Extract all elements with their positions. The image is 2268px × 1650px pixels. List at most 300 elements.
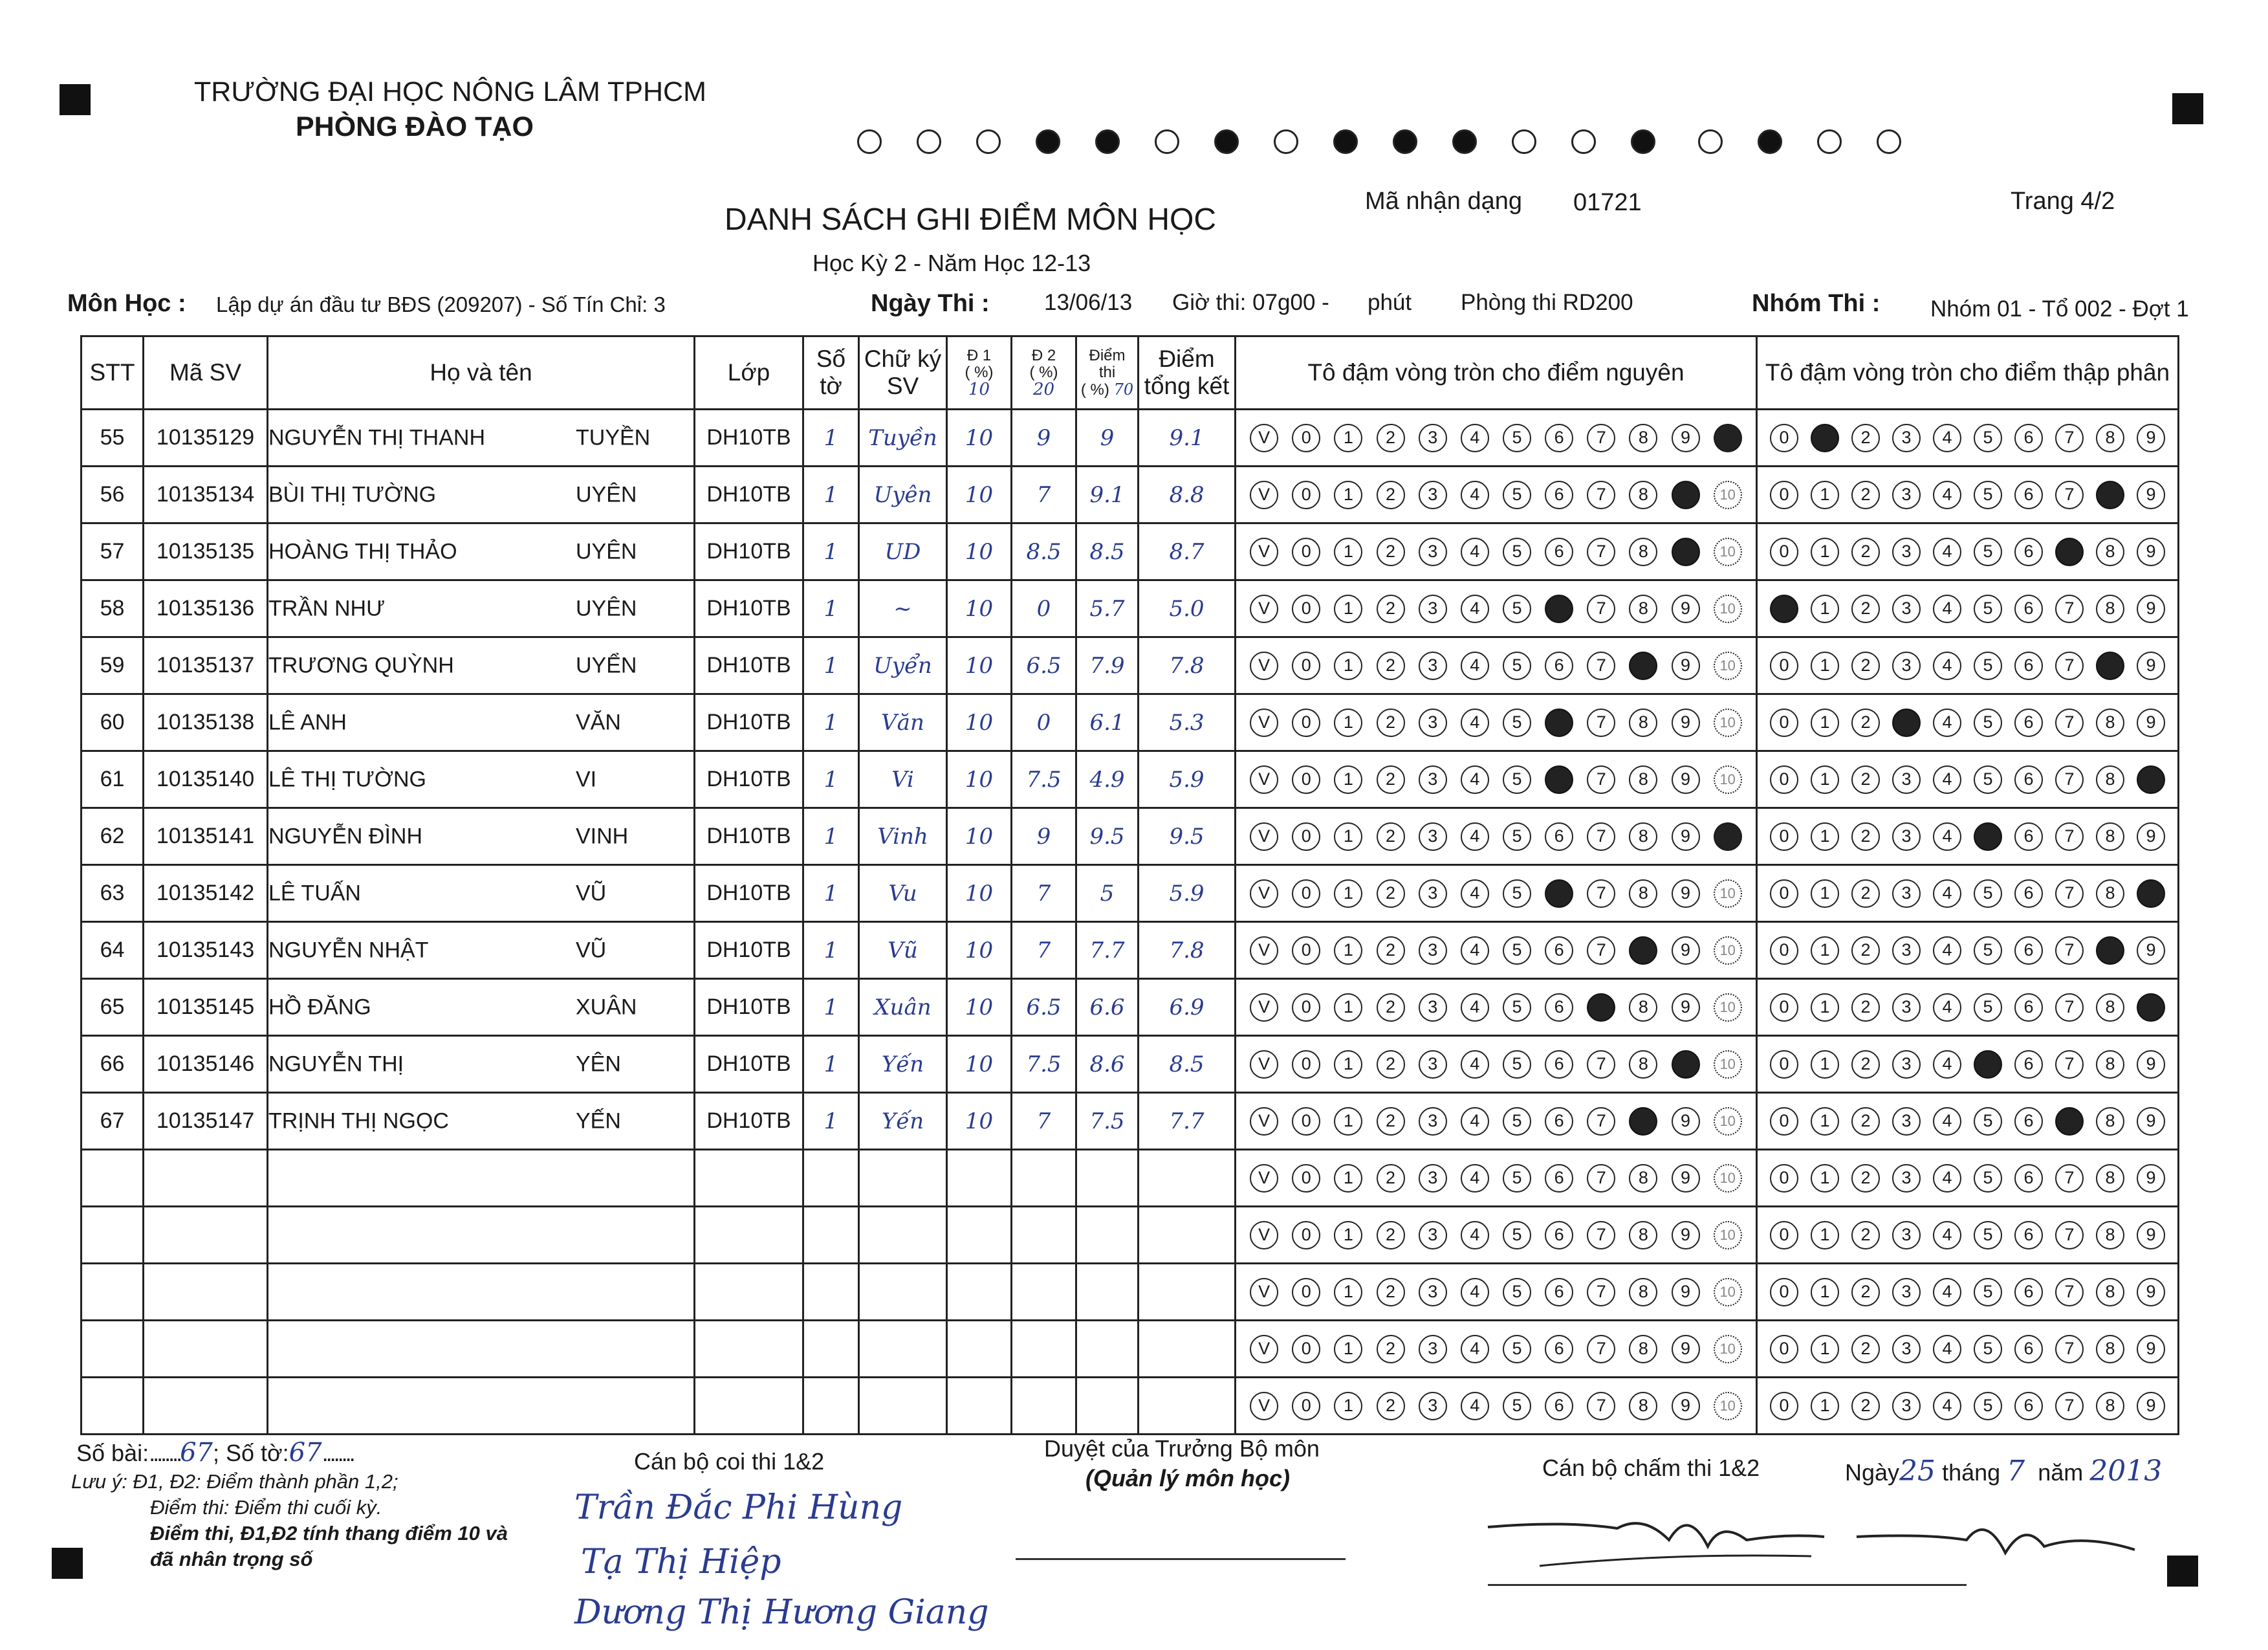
integer-bubble-3[interactable]: 3 — [1419, 538, 1447, 566]
decimal-bubble-3[interactable]: 3 — [1892, 1392, 1921, 1420]
integer-bubble-0[interactable]: 0 — [1292, 993, 1320, 1022]
integer-bubble-5[interactable]: 5 — [1503, 1050, 1531, 1079]
decimal-bubble-9[interactable]: 9 — [2137, 936, 2165, 965]
decimal-bubble-7[interactable]: 7 — [2055, 879, 2084, 908]
integer-bubble-0[interactable]: 0 — [1292, 1107, 1320, 1136]
decimal-bubble-5[interactable]: 5 — [1974, 936, 2002, 965]
decimal-bubble-5[interactable]: 5 — [1974, 481, 2002, 509]
decimal-bubble-6[interactable]: 6 — [2014, 538, 2043, 566]
integer-bubble-5[interactable]: 5 — [1503, 652, 1531, 680]
integer-bubble-V[interactable]: V — [1250, 765, 1278, 794]
integer-bubble-6[interactable]: 6 — [1545, 1050, 1573, 1079]
decimal-bubble-5[interactable]: 5 — [1974, 993, 2002, 1022]
integer-bubble-4[interactable]: 4 — [1461, 765, 1489, 794]
integer-bubble-9[interactable]: 9 — [1672, 424, 1700, 452]
decimal-bubble-8[interactable]: 8 — [2096, 936, 2124, 965]
decimal-bubble-6[interactable]: 6 — [2014, 936, 2043, 965]
decimal-bubble-9[interactable]: 9 — [2137, 481, 2165, 509]
integer-bubble-2[interactable]: 2 — [1377, 481, 1405, 509]
integer-bubble-10[interactable]: 10 — [1714, 424, 1742, 452]
decimal-bubble-8[interactable]: 8 — [2096, 879, 2124, 908]
integer-bubble-0[interactable]: 0 — [1292, 481, 1320, 509]
integer-bubble-7[interactable]: 7 — [1587, 822, 1615, 851]
integer-bubble-7[interactable]: 7 — [1587, 1107, 1615, 1136]
decimal-bubble-9[interactable]: 9 — [2137, 879, 2165, 908]
decimal-bubble-0[interactable]: 0 — [1770, 538, 1798, 566]
decimal-bubble-4[interactable]: 4 — [1933, 481, 1961, 509]
integer-bubble-8[interactable]: 8 — [1629, 1164, 1657, 1193]
decimal-bubble-9[interactable]: 9 — [2137, 993, 2165, 1022]
decimal-bubble-6[interactable]: 6 — [2014, 424, 2043, 452]
integer-bubble-0[interactable]: 0 — [1292, 1050, 1320, 1079]
integer-bubble-3[interactable]: 3 — [1419, 993, 1447, 1022]
decimal-bubble-7[interactable]: 7 — [2055, 1050, 2084, 1079]
decimal-bubble-4[interactable]: 4 — [1933, 1164, 1961, 1193]
integer-bubble-8[interactable]: 8 — [1629, 1221, 1657, 1249]
decimal-bubble-8[interactable]: 8 — [2096, 1392, 2124, 1420]
integer-bubble-V[interactable]: V — [1250, 709, 1278, 737]
integer-bubble-6[interactable]: 6 — [1545, 1107, 1573, 1136]
decimal-bubble-7[interactable]: 7 — [2055, 1221, 2084, 1249]
decimal-bubble-6[interactable]: 6 — [2014, 1221, 2043, 1249]
decimal-bubble-5[interactable]: 5 — [1974, 538, 2002, 566]
decimal-bubble-9[interactable]: 9 — [2137, 424, 2165, 452]
integer-bubble-1[interactable]: 1 — [1334, 595, 1362, 623]
integer-bubble-8[interactable]: 8 — [1629, 538, 1657, 566]
integer-bubble-1[interactable]: 1 — [1334, 993, 1362, 1022]
integer-bubble-7[interactable]: 7 — [1587, 1278, 1615, 1306]
integer-bubble-3[interactable]: 3 — [1419, 1221, 1447, 1249]
integer-bubble-2[interactable]: 2 — [1377, 709, 1405, 737]
integer-bubble-V[interactable]: V — [1250, 1392, 1278, 1420]
integer-bubble-9[interactable]: 9 — [1672, 1278, 1700, 1306]
integer-bubble-5[interactable]: 5 — [1503, 1221, 1531, 1249]
integer-bubble-7[interactable]: 7 — [1587, 765, 1615, 794]
integer-bubble-5[interactable]: 5 — [1503, 1392, 1531, 1420]
decimal-bubble-6[interactable]: 6 — [2014, 765, 2043, 794]
decimal-bubble-0[interactable]: 0 — [1770, 424, 1798, 452]
integer-bubble-1[interactable]: 1 — [1334, 1050, 1362, 1079]
integer-bubble-10[interactable]: 10 — [1714, 1107, 1742, 1136]
integer-bubble-8[interactable]: 8 — [1629, 936, 1657, 965]
decimal-bubble-7[interactable]: 7 — [2055, 1335, 2084, 1363]
decimal-bubble-3[interactable]: 3 — [1892, 595, 1921, 623]
integer-bubble-6[interactable]: 6 — [1545, 709, 1573, 737]
integer-bubble-10[interactable]: 10 — [1714, 1278, 1742, 1306]
decimal-bubble-4[interactable]: 4 — [1933, 1107, 1961, 1136]
integer-bubble-5[interactable]: 5 — [1503, 1164, 1531, 1193]
decimal-bubble-8[interactable]: 8 — [2096, 481, 2124, 509]
decimal-bubble-7[interactable]: 7 — [2055, 424, 2084, 452]
decimal-bubble-5[interactable]: 5 — [1974, 1278, 2002, 1306]
decimal-bubble-0[interactable]: 0 — [1770, 1164, 1798, 1193]
integer-bubble-3[interactable]: 3 — [1419, 1164, 1447, 1193]
integer-bubble-8[interactable]: 8 — [1629, 1335, 1657, 1363]
decimal-bubble-7[interactable]: 7 — [2055, 1164, 2084, 1193]
decimal-bubble-3[interactable]: 3 — [1892, 879, 1921, 908]
integer-bubble-0[interactable]: 0 — [1292, 879, 1320, 908]
integer-bubble-1[interactable]: 1 — [1334, 1164, 1362, 1193]
decimal-bubble-5[interactable]: 5 — [1974, 879, 2002, 908]
decimal-bubble-3[interactable]: 3 — [1892, 538, 1921, 566]
integer-bubble-4[interactable]: 4 — [1461, 538, 1489, 566]
integer-bubble-7[interactable]: 7 — [1587, 936, 1615, 965]
integer-bubble-V[interactable]: V — [1250, 822, 1278, 851]
decimal-bubble-0[interactable]: 0 — [1770, 1221, 1798, 1249]
integer-bubble-3[interactable]: 3 — [1419, 879, 1447, 908]
integer-bubble-4[interactable]: 4 — [1461, 709, 1489, 737]
integer-bubble-V[interactable]: V — [1250, 1278, 1278, 1306]
decimal-bubble-0[interactable]: 0 — [1770, 1050, 1798, 1079]
decimal-bubble-1[interactable]: 1 — [1811, 595, 1839, 623]
integer-bubble-7[interactable]: 7 — [1587, 709, 1615, 737]
decimal-bubble-4[interactable]: 4 — [1933, 1392, 1961, 1420]
integer-bubble-3[interactable]: 3 — [1419, 765, 1447, 794]
decimal-bubble-1[interactable]: 1 — [1811, 993, 1839, 1022]
integer-bubble-6[interactable]: 6 — [1545, 652, 1573, 680]
integer-bubble-10[interactable]: 10 — [1714, 1164, 1742, 1193]
decimal-bubble-2[interactable]: 2 — [1851, 765, 1880, 794]
integer-bubble-1[interactable]: 1 — [1334, 879, 1362, 908]
integer-bubble-6[interactable]: 6 — [1545, 424, 1573, 452]
integer-bubble-10[interactable]: 10 — [1714, 879, 1742, 908]
decimal-bubble-5[interactable]: 5 — [1974, 1107, 2002, 1136]
integer-bubble-3[interactable]: 3 — [1419, 822, 1447, 851]
decimal-bubble-7[interactable]: 7 — [2055, 993, 2084, 1022]
decimal-bubble-0[interactable]: 0 — [1770, 652, 1798, 680]
integer-bubble-8[interactable]: 8 — [1629, 595, 1657, 623]
integer-bubble-V[interactable]: V — [1250, 595, 1278, 623]
decimal-bubble-8[interactable]: 8 — [2096, 595, 2124, 623]
integer-bubble-8[interactable]: 8 — [1629, 993, 1657, 1022]
integer-bubble-3[interactable]: 3 — [1419, 709, 1447, 737]
decimal-bubble-9[interactable]: 9 — [2137, 1050, 2165, 1079]
integer-bubble-1[interactable]: 1 — [1334, 1221, 1362, 1249]
integer-bubble-9[interactable]: 9 — [1672, 709, 1700, 737]
decimal-bubble-9[interactable]: 9 — [2137, 1221, 2165, 1249]
integer-bubble-8[interactable]: 8 — [1629, 1278, 1657, 1306]
decimal-bubble-1[interactable]: 1 — [1811, 936, 1839, 965]
integer-bubble-4[interactable]: 4 — [1461, 1278, 1489, 1306]
integer-bubble-9[interactable]: 9 — [1672, 595, 1700, 623]
integer-bubble-1[interactable]: 1 — [1334, 822, 1362, 851]
integer-bubble-9[interactable]: 9 — [1672, 822, 1700, 851]
integer-bubble-6[interactable]: 6 — [1545, 822, 1573, 851]
integer-bubble-0[interactable]: 0 — [1292, 1221, 1320, 1249]
integer-bubble-9[interactable]: 9 — [1672, 1221, 1700, 1249]
decimal-bubble-9[interactable]: 9 — [2137, 765, 2165, 794]
decimal-bubble-1[interactable]: 1 — [1811, 1164, 1839, 1193]
decimal-bubble-1[interactable]: 1 — [1811, 1107, 1839, 1136]
decimal-bubble-9[interactable]: 9 — [2137, 652, 2165, 680]
integer-bubble-2[interactable]: 2 — [1377, 993, 1405, 1022]
decimal-bubble-8[interactable]: 8 — [2096, 822, 2124, 851]
decimal-bubble-4[interactable]: 4 — [1933, 822, 1961, 851]
decimal-bubble-3[interactable]: 3 — [1892, 1278, 1921, 1306]
integer-bubble-2[interactable]: 2 — [1377, 538, 1405, 566]
integer-bubble-9[interactable]: 9 — [1672, 765, 1700, 794]
integer-bubble-9[interactable]: 9 — [1672, 1164, 1700, 1193]
decimal-bubble-7[interactable]: 7 — [2055, 822, 2084, 851]
integer-bubble-6[interactable]: 6 — [1545, 481, 1573, 509]
decimal-bubble-8[interactable]: 8 — [2096, 652, 2124, 680]
decimal-bubble-2[interactable]: 2 — [1851, 1335, 1880, 1363]
integer-bubble-0[interactable]: 0 — [1292, 822, 1320, 851]
integer-bubble-9[interactable]: 9 — [1672, 993, 1700, 1022]
decimal-bubble-3[interactable]: 3 — [1892, 936, 1921, 965]
decimal-bubble-2[interactable]: 2 — [1851, 481, 1880, 509]
integer-bubble-8[interactable]: 8 — [1629, 1107, 1657, 1136]
integer-bubble-2[interactable]: 2 — [1377, 652, 1405, 680]
decimal-bubble-1[interactable]: 1 — [1811, 424, 1839, 452]
decimal-bubble-0[interactable]: 0 — [1770, 481, 1798, 509]
decimal-bubble-7[interactable]: 7 — [2055, 1278, 2084, 1306]
decimal-bubble-0[interactable]: 0 — [1770, 765, 1798, 794]
integer-bubble-4[interactable]: 4 — [1461, 1392, 1489, 1420]
integer-bubble-1[interactable]: 1 — [1334, 1335, 1362, 1363]
decimal-bubble-8[interactable]: 8 — [2096, 424, 2124, 452]
decimal-bubble-3[interactable]: 3 — [1892, 1335, 1921, 1363]
decimal-bubble-4[interactable]: 4 — [1933, 652, 1961, 680]
decimal-bubble-7[interactable]: 7 — [2055, 936, 2084, 965]
integer-bubble-9[interactable]: 9 — [1672, 879, 1700, 908]
decimal-bubble-9[interactable]: 9 — [2137, 595, 2165, 623]
decimal-bubble-3[interactable]: 3 — [1892, 1050, 1921, 1079]
decimal-bubble-7[interactable]: 7 — [2055, 538, 2084, 566]
decimal-bubble-7[interactable]: 7 — [2055, 1392, 2084, 1420]
integer-bubble-8[interactable]: 8 — [1629, 1050, 1657, 1079]
decimal-bubble-4[interactable]: 4 — [1933, 1221, 1961, 1249]
integer-bubble-2[interactable]: 2 — [1377, 765, 1405, 794]
decimal-bubble-0[interactable]: 0 — [1770, 1335, 1798, 1363]
integer-bubble-6[interactable]: 6 — [1545, 538, 1573, 566]
decimal-bubble-4[interactable]: 4 — [1933, 993, 1961, 1022]
integer-bubble-0[interactable]: 0 — [1292, 652, 1320, 680]
integer-bubble-7[interactable]: 7 — [1587, 595, 1615, 623]
decimal-bubble-4[interactable]: 4 — [1933, 1335, 1961, 1363]
integer-bubble-V[interactable]: V — [1250, 652, 1278, 680]
integer-bubble-10[interactable]: 10 — [1714, 652, 1742, 680]
integer-bubble-3[interactable]: 3 — [1419, 1392, 1447, 1420]
integer-bubble-7[interactable]: 7 — [1587, 879, 1615, 908]
decimal-bubble-2[interactable]: 2 — [1851, 1278, 1880, 1306]
decimal-bubble-0[interactable]: 0 — [1770, 1107, 1798, 1136]
integer-bubble-0[interactable]: 0 — [1292, 424, 1320, 452]
decimal-bubble-1[interactable]: 1 — [1811, 709, 1839, 737]
decimal-bubble-9[interactable]: 9 — [2137, 822, 2165, 851]
decimal-bubble-7[interactable]: 7 — [2055, 481, 2084, 509]
integer-bubble-9[interactable]: 9 — [1672, 481, 1700, 509]
integer-bubble-V[interactable]: V — [1250, 1335, 1278, 1363]
integer-bubble-2[interactable]: 2 — [1377, 1335, 1405, 1363]
integer-bubble-V[interactable]: V — [1250, 879, 1278, 908]
integer-bubble-6[interactable]: 6 — [1545, 879, 1573, 908]
integer-bubble-4[interactable]: 4 — [1461, 1221, 1489, 1249]
decimal-bubble-3[interactable]: 3 — [1892, 1221, 1921, 1249]
decimal-bubble-2[interactable]: 2 — [1851, 822, 1880, 851]
decimal-bubble-6[interactable]: 6 — [2014, 1107, 2043, 1136]
integer-bubble-6[interactable]: 6 — [1545, 1335, 1573, 1363]
integer-bubble-5[interactable]: 5 — [1503, 538, 1531, 566]
integer-bubble-4[interactable]: 4 — [1461, 1164, 1489, 1193]
integer-bubble-0[interactable]: 0 — [1292, 936, 1320, 965]
decimal-bubble-5[interactable]: 5 — [1974, 1221, 2002, 1249]
decimal-bubble-6[interactable]: 6 — [2014, 1164, 2043, 1193]
decimal-bubble-9[interactable]: 9 — [2137, 1164, 2165, 1193]
decimal-bubble-7[interactable]: 7 — [2055, 652, 2084, 680]
decimal-bubble-4[interactable]: 4 — [1933, 595, 1961, 623]
integer-bubble-3[interactable]: 3 — [1419, 595, 1447, 623]
decimal-bubble-8[interactable]: 8 — [2096, 1164, 2124, 1193]
decimal-bubble-6[interactable]: 6 — [2014, 1335, 2043, 1363]
integer-bubble-4[interactable]: 4 — [1461, 993, 1489, 1022]
decimal-bubble-3[interactable]: 3 — [1892, 424, 1921, 452]
integer-bubble-6[interactable]: 6 — [1545, 595, 1573, 623]
integer-bubble-V[interactable]: V — [1250, 1107, 1278, 1136]
decimal-bubble-2[interactable]: 2 — [1851, 709, 1880, 737]
integer-bubble-5[interactable]: 5 — [1503, 765, 1531, 794]
decimal-bubble-2[interactable]: 2 — [1851, 1164, 1880, 1193]
decimal-bubble-1[interactable]: 1 — [1811, 822, 1839, 851]
integer-bubble-6[interactable]: 6 — [1545, 1278, 1573, 1306]
integer-bubble-5[interactable]: 5 — [1503, 481, 1531, 509]
decimal-bubble-1[interactable]: 1 — [1811, 765, 1839, 794]
integer-bubble-4[interactable]: 4 — [1461, 481, 1489, 509]
integer-bubble-8[interactable]: 8 — [1629, 879, 1657, 908]
integer-bubble-5[interactable]: 5 — [1503, 709, 1531, 737]
decimal-bubble-8[interactable]: 8 — [2096, 993, 2124, 1022]
decimal-bubble-1[interactable]: 1 — [1811, 652, 1839, 680]
decimal-bubble-0[interactable]: 0 — [1770, 1392, 1798, 1420]
integer-bubble-2[interactable]: 2 — [1377, 1392, 1405, 1420]
integer-bubble-10[interactable]: 10 — [1714, 936, 1742, 965]
integer-bubble-4[interactable]: 4 — [1461, 936, 1489, 965]
integer-bubble-1[interactable]: 1 — [1334, 709, 1362, 737]
integer-bubble-10[interactable]: 10 — [1714, 993, 1742, 1022]
integer-bubble-3[interactable]: 3 — [1419, 481, 1447, 509]
integer-bubble-5[interactable]: 5 — [1503, 424, 1531, 452]
decimal-bubble-6[interactable]: 6 — [2014, 595, 2043, 623]
integer-bubble-0[interactable]: 0 — [1292, 709, 1320, 737]
decimal-bubble-6[interactable]: 6 — [2014, 822, 2043, 851]
decimal-bubble-0[interactable]: 0 — [1770, 879, 1798, 908]
decimal-bubble-3[interactable]: 3 — [1892, 993, 1921, 1022]
integer-bubble-6[interactable]: 6 — [1545, 1221, 1573, 1249]
decimal-bubble-4[interactable]: 4 — [1933, 765, 1961, 794]
integer-bubble-3[interactable]: 3 — [1419, 1050, 1447, 1079]
integer-bubble-4[interactable]: 4 — [1461, 1050, 1489, 1079]
integer-bubble-V[interactable]: V — [1250, 481, 1278, 509]
decimal-bubble-8[interactable]: 8 — [2096, 765, 2124, 794]
decimal-bubble-5[interactable]: 5 — [1974, 1050, 2002, 1079]
decimal-bubble-1[interactable]: 1 — [1811, 481, 1839, 509]
decimal-bubble-3[interactable]: 3 — [1892, 652, 1921, 680]
integer-bubble-4[interactable]: 4 — [1461, 1107, 1489, 1136]
integer-bubble-7[interactable]: 7 — [1587, 1221, 1615, 1249]
integer-bubble-3[interactable]: 3 — [1419, 1107, 1447, 1136]
decimal-bubble-0[interactable]: 0 — [1770, 936, 1798, 965]
decimal-bubble-6[interactable]: 6 — [2014, 709, 2043, 737]
decimal-bubble-4[interactable]: 4 — [1933, 538, 1961, 566]
integer-bubble-4[interactable]: 4 — [1461, 424, 1489, 452]
decimal-bubble-3[interactable]: 3 — [1892, 709, 1921, 737]
integer-bubble-9[interactable]: 9 — [1672, 1335, 1700, 1363]
integer-bubble-5[interactable]: 5 — [1503, 822, 1531, 851]
integer-bubble-V[interactable]: V — [1250, 538, 1278, 566]
integer-bubble-10[interactable]: 10 — [1714, 765, 1742, 794]
decimal-bubble-2[interactable]: 2 — [1851, 993, 1880, 1022]
integer-bubble-6[interactable]: 6 — [1545, 1164, 1573, 1193]
integer-bubble-6[interactable]: 6 — [1545, 1392, 1573, 1420]
decimal-bubble-6[interactable]: 6 — [2014, 993, 2043, 1022]
decimal-bubble-5[interactable]: 5 — [1974, 1164, 2002, 1193]
decimal-bubble-2[interactable]: 2 — [1851, 538, 1880, 566]
decimal-bubble-4[interactable]: 4 — [1933, 1050, 1961, 1079]
integer-bubble-10[interactable]: 10 — [1714, 709, 1742, 737]
decimal-bubble-9[interactable]: 9 — [2137, 709, 2165, 737]
decimal-bubble-5[interactable]: 5 — [1974, 709, 2002, 737]
decimal-bubble-9[interactable]: 9 — [2137, 1392, 2165, 1420]
integer-bubble-0[interactable]: 0 — [1292, 1278, 1320, 1306]
decimal-bubble-7[interactable]: 7 — [2055, 709, 2084, 737]
integer-bubble-8[interactable]: 8 — [1629, 1392, 1657, 1420]
integer-bubble-10[interactable]: 10 — [1714, 1335, 1742, 1363]
integer-bubble-0[interactable]: 0 — [1292, 765, 1320, 794]
integer-bubble-0[interactable]: 0 — [1292, 1335, 1320, 1363]
decimal-bubble-4[interactable]: 4 — [1933, 879, 1961, 908]
integer-bubble-8[interactable]: 8 — [1629, 765, 1657, 794]
integer-bubble-10[interactable]: 10 — [1714, 1050, 1742, 1079]
integer-bubble-7[interactable]: 7 — [1587, 1164, 1615, 1193]
integer-bubble-2[interactable]: 2 — [1377, 1107, 1405, 1136]
integer-bubble-10[interactable]: 10 — [1714, 481, 1742, 509]
integer-bubble-9[interactable]: 9 — [1672, 936, 1700, 965]
decimal-bubble-2[interactable]: 2 — [1851, 424, 1880, 452]
integer-bubble-1[interactable]: 1 — [1334, 424, 1362, 452]
integer-bubble-5[interactable]: 5 — [1503, 1335, 1531, 1363]
decimal-bubble-5[interactable]: 5 — [1974, 822, 2002, 851]
integer-bubble-3[interactable]: 3 — [1419, 424, 1447, 452]
integer-bubble-7[interactable]: 7 — [1587, 993, 1615, 1022]
integer-bubble-V[interactable]: V — [1250, 993, 1278, 1022]
decimal-bubble-9[interactable]: 9 — [2137, 538, 2165, 566]
decimal-bubble-1[interactable]: 1 — [1811, 1392, 1839, 1420]
integer-bubble-4[interactable]: 4 — [1461, 879, 1489, 908]
integer-bubble-9[interactable]: 9 — [1672, 538, 1700, 566]
decimal-bubble-6[interactable]: 6 — [2014, 1278, 2043, 1306]
integer-bubble-7[interactable]: 7 — [1587, 1392, 1615, 1420]
integer-bubble-5[interactable]: 5 — [1503, 936, 1531, 965]
decimal-bubble-5[interactable]: 5 — [1974, 652, 2002, 680]
integer-bubble-1[interactable]: 1 — [1334, 936, 1362, 965]
integer-bubble-10[interactable]: 10 — [1714, 1392, 1742, 1420]
decimal-bubble-0[interactable]: 0 — [1770, 822, 1798, 851]
integer-bubble-4[interactable]: 4 — [1461, 652, 1489, 680]
integer-bubble-5[interactable]: 5 — [1503, 879, 1531, 908]
integer-bubble-8[interactable]: 8 — [1629, 481, 1657, 509]
integer-bubble-7[interactable]: 7 — [1587, 481, 1615, 509]
integer-bubble-4[interactable]: 4 — [1461, 1335, 1489, 1363]
integer-bubble-7[interactable]: 7 — [1587, 1050, 1615, 1079]
integer-bubble-10[interactable]: 10 — [1714, 822, 1742, 851]
integer-bubble-7[interactable]: 7 — [1587, 538, 1615, 566]
integer-bubble-2[interactable]: 2 — [1377, 822, 1405, 851]
decimal-bubble-6[interactable]: 6 — [2014, 652, 2043, 680]
decimal-bubble-5[interactable]: 5 — [1974, 1335, 2002, 1363]
integer-bubble-7[interactable]: 7 — [1587, 424, 1615, 452]
integer-bubble-4[interactable]: 4 — [1461, 595, 1489, 623]
decimal-bubble-6[interactable]: 6 — [2014, 879, 2043, 908]
